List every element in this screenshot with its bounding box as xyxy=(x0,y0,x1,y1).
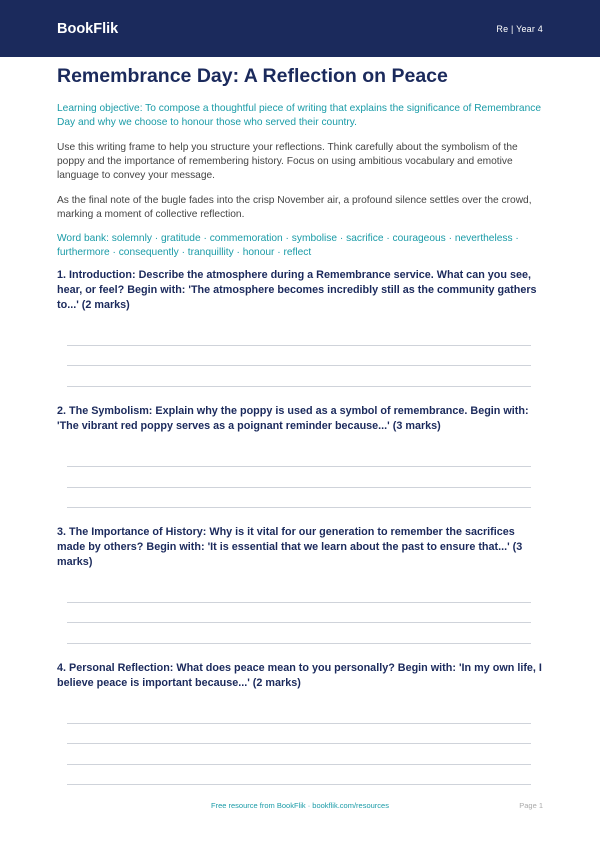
answer-line[interactable] xyxy=(67,784,531,785)
question-1 xyxy=(57,268,543,313)
answer-line[interactable] xyxy=(67,487,531,488)
page-header xyxy=(0,0,600,57)
answer-line[interactable] xyxy=(67,764,531,765)
answer-line[interactable] xyxy=(67,345,531,346)
question-2 xyxy=(57,404,543,434)
page-title: Remembrance Day: A Reflection on Peace xyxy=(57,65,448,87)
question-text: 2. The Symbolism: Explain why the poppy is used as a symbol of remembrance. Begin with: 'The vibrant red poppy serves as a poignant reminder because...' (3 marks) xyxy=(57,405,529,432)
question-text: 1. Introduction: Describe the atmosphere during a Remembrance service. What can you see, hear, or feel? Begin with: 'The atmosphere becomes incredibly still as the community gathers to...' (2 marks) xyxy=(57,269,537,311)
question-text: 3. The Importance of History: Why is it vital for our generation to remember the sacrifices made by others? Begin with: 'It is essential that we learn about the past to ensure that...' (3 marks) xyxy=(57,526,523,568)
answer-line[interactable] xyxy=(67,466,531,467)
footer-resource-link[interactable]: Free resource from BookFlik · bookflik.com/resources xyxy=(211,801,389,810)
word-bank: Word bank: solemnly · gratitude · commemoration · symbolise · sacrifice · courageous · nevertheless · furthermore · consequently · tranquillity · honour · reflect xyxy=(57,233,519,258)
answer-line[interactable] xyxy=(67,643,531,644)
header-subject-year: Re | Year 4 xyxy=(496,23,543,34)
page-number: Page 1 xyxy=(519,801,543,810)
brand-logo-text: BookFlik xyxy=(57,20,119,37)
answer-line[interactable] xyxy=(67,723,531,724)
instructions-paragraph: Use this writing frame to help you structure your reflections. Think carefully about the symbolism of the poppy and the importance of remembering history. Focus on using ambitious vocabulary and emotive language to convey your message. xyxy=(57,142,518,181)
answer-line[interactable] xyxy=(67,386,531,387)
answer-line[interactable] xyxy=(67,743,531,744)
answer-line[interactable] xyxy=(67,365,531,366)
answer-line[interactable] xyxy=(67,622,531,623)
question-3 xyxy=(57,525,543,570)
question-4 xyxy=(57,661,543,691)
answer-line[interactable] xyxy=(67,507,531,508)
answer-line[interactable] xyxy=(67,602,531,603)
learning-objective: Learning objective: To compose a thoughtful piece of writing that explains the significance of Remembrance Day and why we choose to honour those who served their country. xyxy=(57,103,541,128)
question-text: 4. Personal Reflection: What does peace mean to you personally? Begin with: 'In my own life, I believe peace is important because...' (2 marks) xyxy=(57,662,542,689)
stimulus-paragraph: As the final note of the bugle fades into the crisp November air, a profound silence settles over the crowd, marking a moment of collective reflection. xyxy=(57,195,532,220)
intro-section xyxy=(57,64,543,260)
